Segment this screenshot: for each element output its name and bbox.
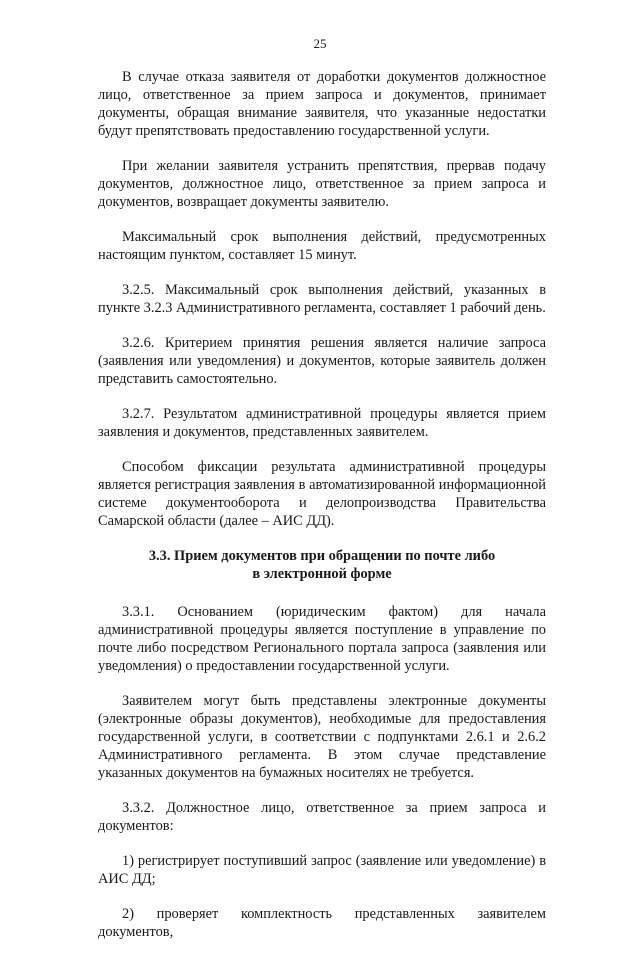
paragraph-max-time-15min: Максимальный срок выполнения действий, предусмотренных настоящим пунктом, составляет 15 минут. [98, 229, 546, 263]
section-heading-line-2: в электронной форме [252, 566, 392, 582]
section-heading-3-3 [98, 547, 546, 583]
paragraph-removal: При желании заявителя устранить препятствия, прервав подачу документов, должностное лицо, ответственное за прием запроса и документов, возвращает документы заявителю. [98, 158, 546, 210]
paragraph-3-3-2: 3.3.2. Должностное лицо, ответственное за прием запроса и документов: [98, 800, 546, 834]
paragraph-refusal: В случае отказа заявителя от доработки документов должностное лицо, ответственное за прием запроса и документов, принимает документы, обращая внимание заявителя, что указанные недостатки будут препятствовать предоставлению государственной услуги. [98, 69, 546, 139]
paragraph-electronic-docs: Заявителем могут быть представлены электронные документы (электронные образы документов), необходимые для предоставления государственной услуги, в соответствии с подпунктами 2.6.1 и 2.6.2 Административного регламента. В этом случае представление указанных документов на бумажных носителях не требуется. [98, 693, 546, 781]
page-number: 25 [313, 36, 327, 51]
list-item-2: 2) проверяет комплектность представленных заявителем документов, [98, 906, 546, 940]
paragraph-3-2-6: 3.2.6. Критерием принятия решения является наличие запроса (заявления или уведомления) и документов, которые заявитель должен представить самостоятельно. [98, 335, 546, 387]
document-body [98, 68, 546, 958]
paragraph-3-3-1: 3.3.1. Основанием (юридическим фактом) для начала административной процедуры является поступление в управление по почте либо посредством Регионального портала запроса (заявления или уведомления) о предоставлении государственной услуги. [98, 604, 546, 674]
paragraph-3-2-5: 3.2.5. Максимальный срок выполнения действий, указанных в пункте 3.2.3 Административного регламента, составляет 1 рабочий день. [98, 282, 546, 316]
section-heading-line-1: 3.3. Прием документов при обращении по почте либо [148, 548, 496, 564]
paragraph-fixation: Способом фиксации результата административной процедуры является регистрация заявления в автоматизированной информационной системе документооборота и делопроизводства Правительства Самарской области (далее – АИС ДД). [98, 459, 546, 529]
list-item-1: 1) регистрирует поступивший запрос (заявление или уведомление) в АИС ДД; [98, 853, 546, 887]
paragraph-3-2-7: 3.2.7. Результатом административной процедуры является прием заявления и документов, представленных заявителем. [98, 406, 546, 440]
